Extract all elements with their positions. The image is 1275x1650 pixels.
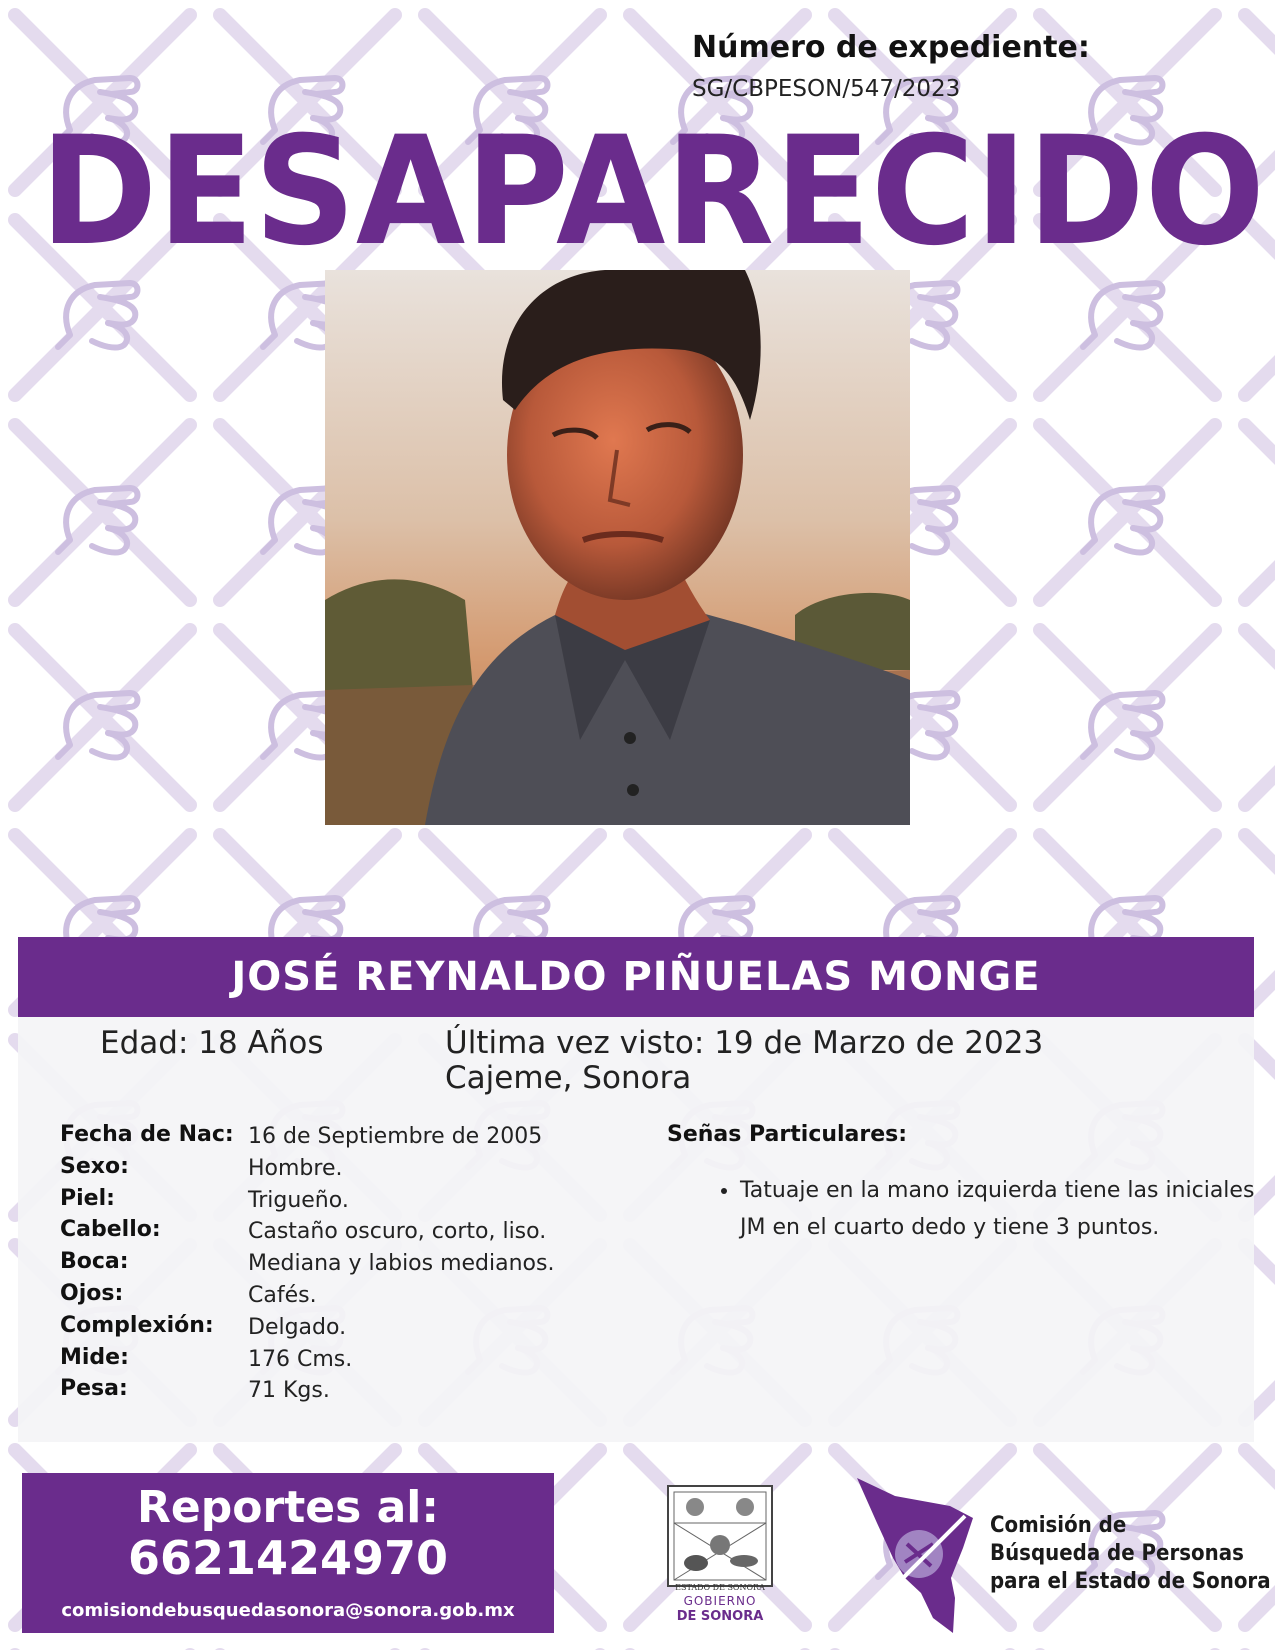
seal-label: ESTADO DE SONORA xyxy=(675,1583,765,1592)
report-phone: 6621424970 xyxy=(127,1531,449,1585)
detail-label: Ojos: xyxy=(60,1280,124,1306)
detail-value: Hombre. xyxy=(248,1155,343,1181)
detail-value: 71 Kgs. xyxy=(248,1378,330,1404)
detail-label: Pesa: xyxy=(60,1376,128,1402)
sonora-map-logo-icon xyxy=(855,1478,980,1633)
case-number-label: Número de expediente: xyxy=(692,30,1090,65)
detail-row xyxy=(60,1281,620,1313)
detail-label: Cabello: xyxy=(60,1217,161,1243)
last-seen-location: Cajeme, Sonora xyxy=(445,1060,692,1096)
detail-label: Sexo: xyxy=(60,1153,129,1179)
detail-label: Complexión: xyxy=(60,1312,214,1338)
sonora-label: DE SONORA xyxy=(676,1609,764,1624)
detail-row xyxy=(60,1154,620,1186)
name-banner xyxy=(18,937,1254,1017)
commission-line-2: Búsqueda de Personas xyxy=(990,1541,1244,1566)
detail-value: Delgado. xyxy=(248,1314,347,1340)
commission-line-1: Comisión de xyxy=(990,1513,1127,1538)
report-email: comisiondebusquedasonora@sonora.gob.mx xyxy=(61,1600,515,1621)
distinguishing-marks-list xyxy=(700,1172,1275,1246)
detail-row xyxy=(60,1186,620,1218)
headline-text: DESAPARECIDO xyxy=(40,128,1265,268)
person-name: JOSÉ REYNALDO PIÑUELAS MONGE xyxy=(231,954,1041,1000)
missing-person-photo xyxy=(325,270,910,825)
headline-desaparecido xyxy=(40,128,1270,268)
detail-row xyxy=(60,1345,620,1377)
last-seen-date: Última vez visto: 19 de Marzo de 2023 xyxy=(445,1025,1044,1061)
physical-details xyxy=(60,1122,620,1408)
report-title: Reportes al: xyxy=(137,1482,439,1533)
detail-row xyxy=(60,1376,620,1408)
detail-value: 16 de Septiembre de 2005 xyxy=(248,1124,543,1149)
report-box xyxy=(22,1473,554,1633)
case-number-value: SG/CBPESON/547/2023 xyxy=(692,76,961,102)
distinguishing-marks-title: Señas Particulares: xyxy=(667,1122,908,1147)
detail-row xyxy=(60,1122,620,1154)
commission-name xyxy=(990,1512,1271,1596)
last-seen xyxy=(445,1026,1043,1096)
detail-row xyxy=(60,1249,620,1281)
detail-label: Fecha de Nac: xyxy=(60,1122,234,1147)
detail-label: Piel: xyxy=(60,1185,115,1211)
gobierno-label: GOBIERNO xyxy=(683,1594,757,1608)
commission-line-3: para el Estado de Sonora xyxy=(990,1569,1271,1594)
detail-value: Castaño oscuro, corto, liso. xyxy=(248,1219,547,1245)
detail-label: Mide: xyxy=(60,1344,129,1370)
detail-value: Trigueño. xyxy=(248,1187,349,1213)
detail-value: 176 Cms. xyxy=(248,1346,353,1372)
detail-value: Cafés. xyxy=(248,1282,317,1308)
detail-row xyxy=(60,1217,620,1249)
age: Edad: 18 Años xyxy=(100,1025,324,1061)
detail-value: Mediana y labios medianos. xyxy=(248,1251,555,1277)
detail-label: Boca: xyxy=(60,1249,129,1275)
detail-row xyxy=(60,1313,620,1345)
list-item: • Tatuaje en la mano izquierda tiene las iniciales JM en el cuarto dedo y tiene 3 puntos. xyxy=(740,1172,1275,1246)
